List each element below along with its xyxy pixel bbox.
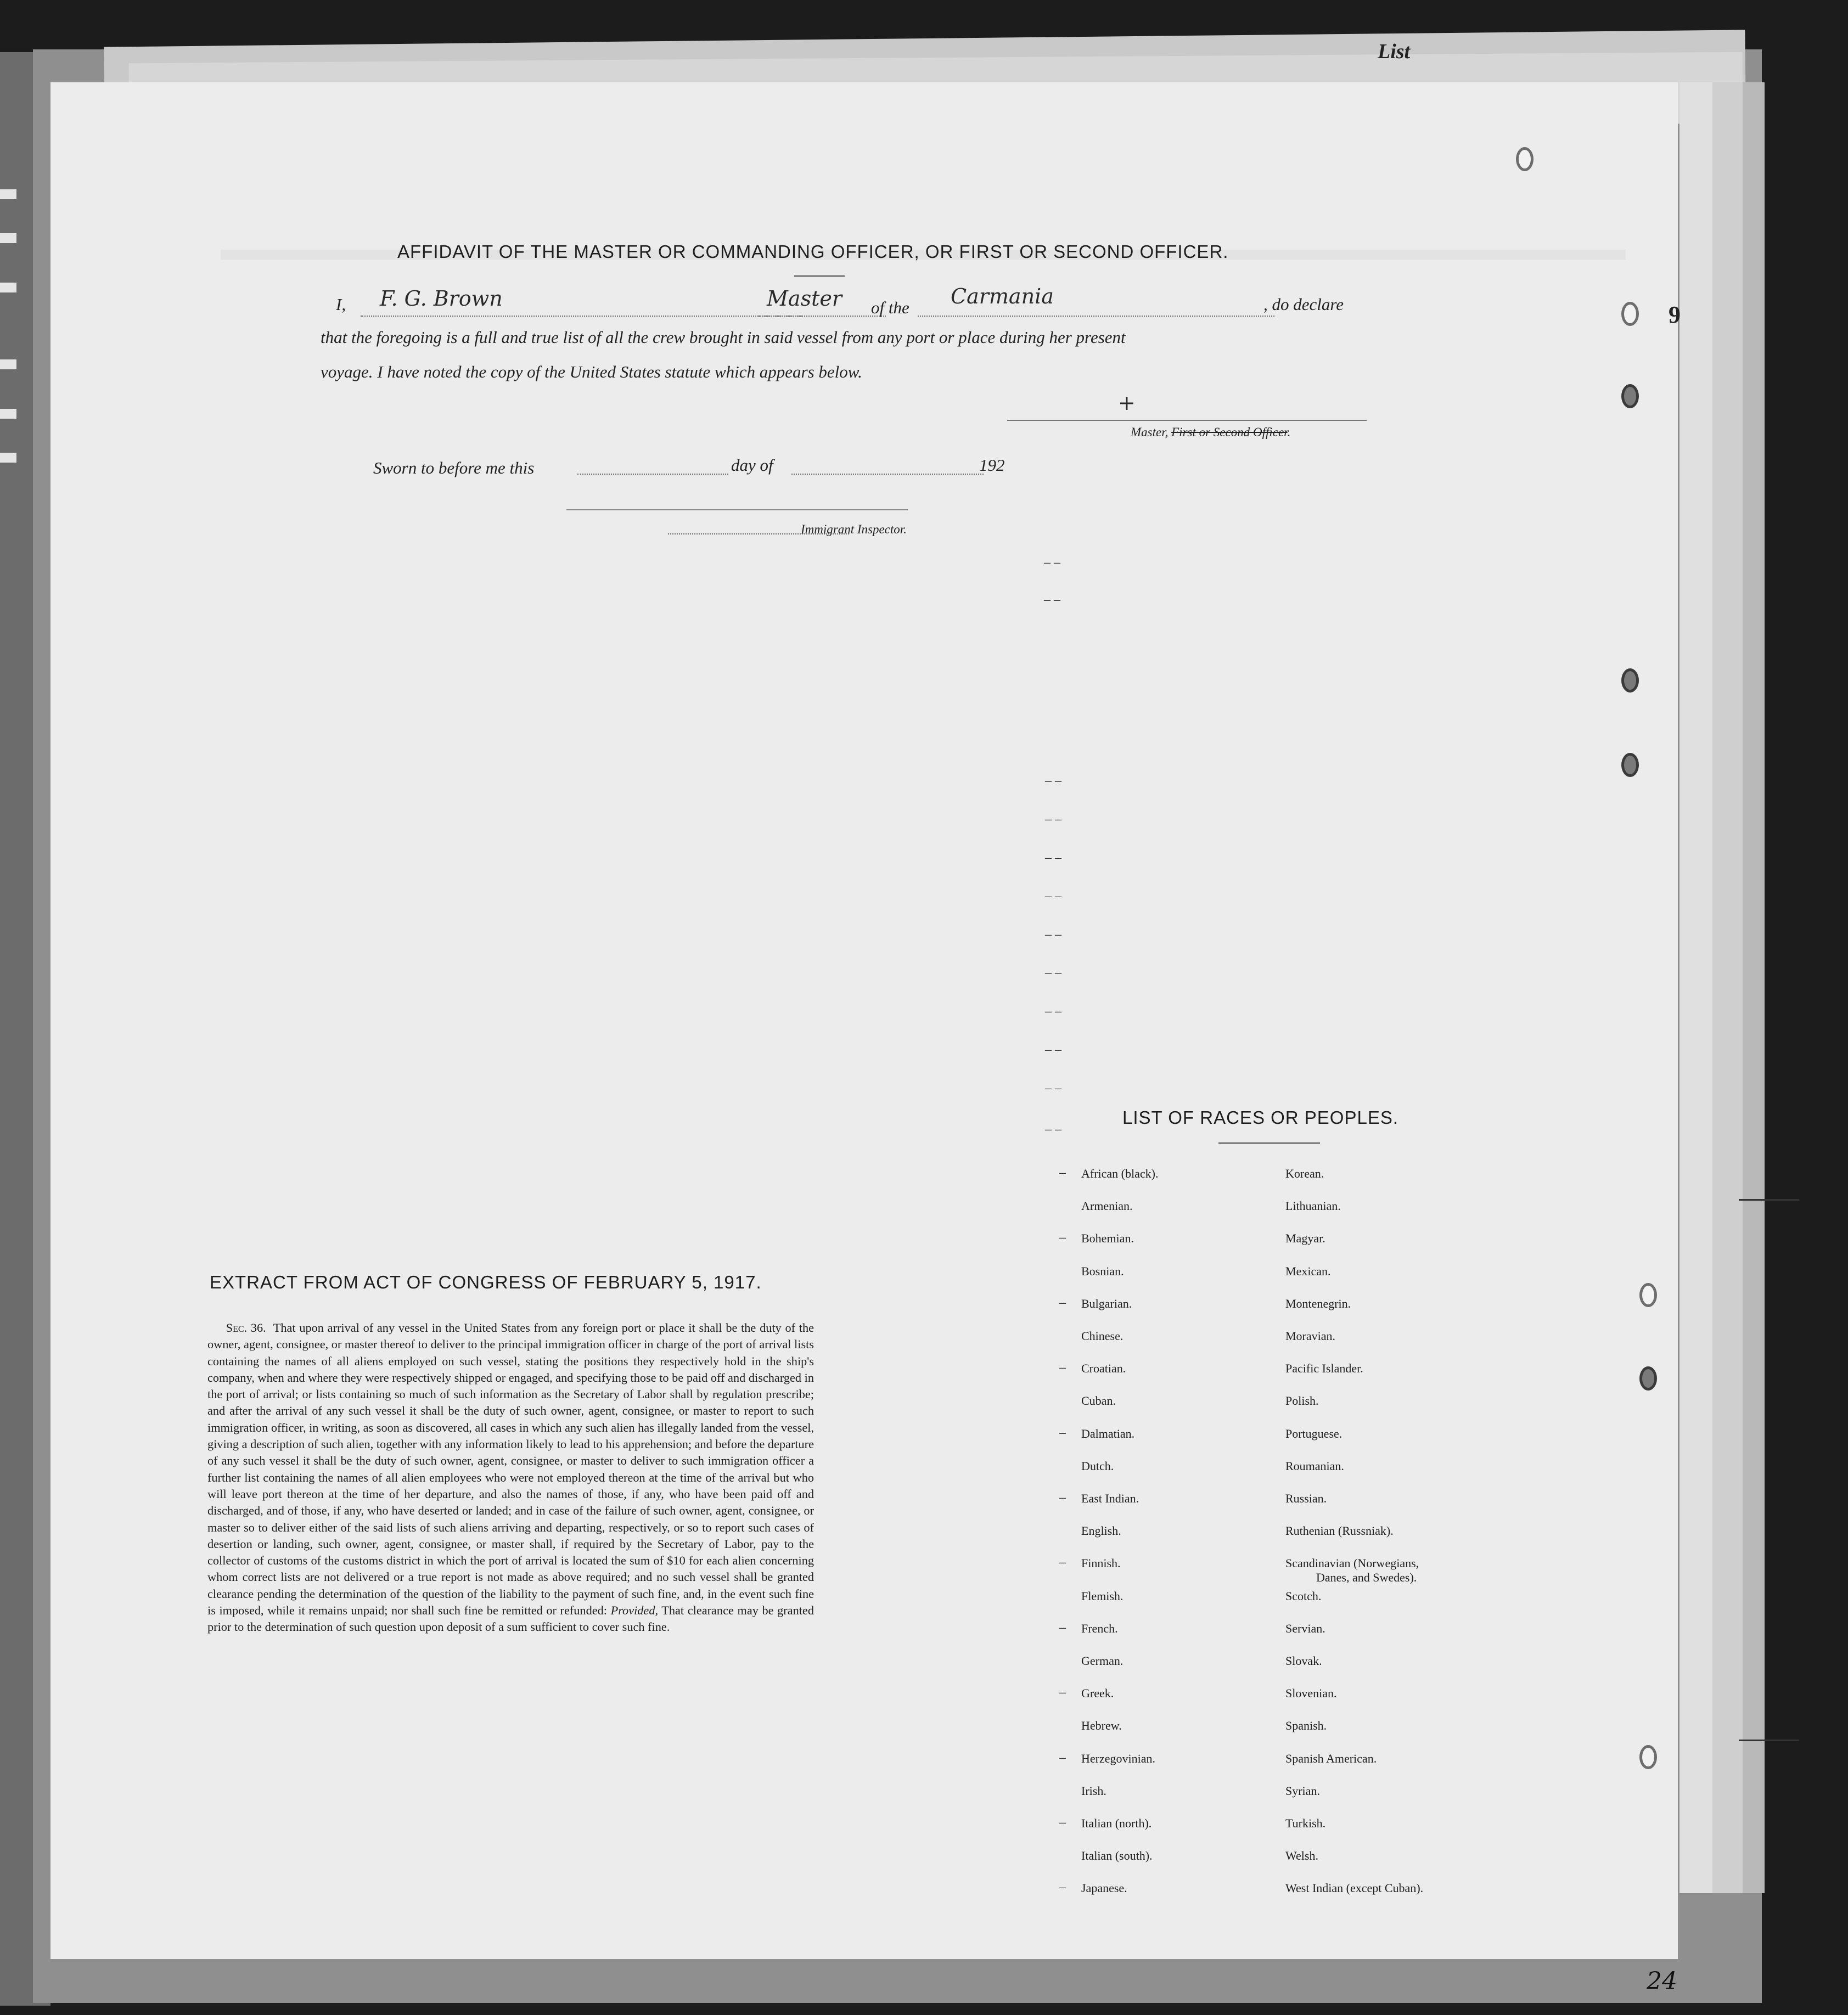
punch-hole xyxy=(1621,384,1639,408)
race-item: French. xyxy=(1081,1621,1118,1635)
section-text: That upon arrival of any vessel in the United States from any foreign port or place it shall be the duty of the owner, agent, consignee, or master thereof to deliver to the principal immigration officer in charge of the port of arrival lists containing the names of all aliens employed on such vessel, stating the positions they respectively hold in the ship's company, when and where they were respectively shipped or engaged, and specifying those to be paid off and discharged in the port of arrival; or lists containing so much of such information as the Secretary of Labor shall by regulation prescribe; and after the arrival of any such vessel it shall be the duty of such owner, agent, consignee, or master to report to such immigration officer, in writing, as soon as discovered, all cases in which any such alien has illegally landed from the vessel, giving a description of such alien, together with any information likely to lead to his apprehension; and before the departure of any such vessel it shall be the duty of such owner, agent, consignee, or master to deliver to such immigration officer a further list containing the names of all alien employees who were not employed thereon at the time of the arrival but who will leave port thereon at the time of her departure, and also the names of those, if any, who have been paid off and discharged, and of those, if any, who have deserted or landed; and in case of the failure of such owner, agent, consignee, or master so to deliver either of the said lists of such aliens arriving and departing, respectively, or so to report such cases of desertion or landing, such owner, agent, consignee, or master shall, if required by the Secretary of Labor, pay to the collector of customs of the customs district in which the port of arrival is located the sum of $10 for each alien concerning whom correct lists are not delivered or a true report is not made as above required; and no such vessel shall be granted clearance pending the determination of the question of the liability to the payment of such fine, and, in the event such fine is imposed, while it remains unpaid; nor shall such fine be remitted or refunded: xyxy=(207,1321,814,1618)
race-item: Japanese. xyxy=(1081,1881,1127,1895)
race-item: East Indian. xyxy=(1081,1491,1139,1505)
race-item: Italian (north). xyxy=(1081,1816,1152,1830)
manifest-page xyxy=(50,82,1678,1959)
affidavit-line-3: voyage. I have noted the copy of the United States statute which appears below. xyxy=(321,362,862,381)
corner-handwriting: 24 xyxy=(1647,1967,1677,1995)
dash-mark: – xyxy=(1059,1425,1066,1440)
extract-body xyxy=(207,1320,814,1636)
of-the-label: of the xyxy=(871,298,909,317)
race-item: Polish. xyxy=(1285,1394,1319,1408)
rank-handwritten: Master xyxy=(767,286,842,311)
race-item: Flemish. xyxy=(1081,1589,1124,1603)
race-item: Herzegovinian. xyxy=(1081,1751,1155,1765)
title-underline xyxy=(794,275,845,277)
affidavit-line-2: that the foregoing is a full and true list of all the crew brought in said vessel from any port or place during her present xyxy=(321,328,1126,347)
race-item: Hebrew. xyxy=(1081,1719,1122,1733)
race-item: Cuban. xyxy=(1081,1394,1116,1408)
affidavit-i-prefix: I, xyxy=(336,295,346,314)
dash-mark: – – xyxy=(1044,555,1060,570)
race-item: Spanish American. xyxy=(1285,1751,1377,1765)
dash-mark: – xyxy=(1059,1360,1066,1375)
bleed-through-text xyxy=(281,198,1626,225)
dash-mark: – xyxy=(1059,1880,1066,1895)
punch-hole xyxy=(1639,1745,1657,1769)
edge-mark xyxy=(0,189,16,199)
signature-caption-master: Master, xyxy=(1131,425,1169,439)
day-of-label: day of xyxy=(731,455,773,475)
dash-mark: – xyxy=(1059,1620,1066,1635)
races-title-underline xyxy=(1218,1142,1320,1144)
extract-title: EXTRACT FROM ACT OF CONGRESS OF FEBRUARY 5, 1917. xyxy=(210,1272,762,1292)
edge-mark xyxy=(0,283,16,292)
dash-mark: – – xyxy=(1045,889,1061,903)
inspector-signature-line xyxy=(566,509,908,510)
race-item: Russian. xyxy=(1285,1491,1327,1505)
race-item: African (black). xyxy=(1081,1167,1159,1180)
sworn-label: Sworn to before me this xyxy=(373,458,535,477)
stacked-page-edge xyxy=(1743,82,1765,1893)
race-item: Chinese. xyxy=(1081,1329,1124,1343)
race-item: Spanish. xyxy=(1285,1719,1327,1733)
race-item: Welsh. xyxy=(1285,1849,1318,1863)
signature-mark: + xyxy=(1118,391,1136,415)
race-item: Scandinavian (Norwegians, xyxy=(1285,1556,1419,1571)
punch-hole xyxy=(1621,668,1639,693)
dash-mark: – – xyxy=(1044,593,1060,607)
affidavit-title: AFFIDAVIT OF THE MASTER OR COMMANDING OFFICER, OR FIRST OR SECOND OFFICER. xyxy=(397,241,1229,262)
race-item: Turkish. xyxy=(1285,1816,1326,1830)
race-item: Greek. xyxy=(1081,1686,1114,1701)
page-number: 9 xyxy=(1669,301,1681,328)
master-name-handwritten: F. G. Brown xyxy=(380,286,503,311)
edge-line xyxy=(1739,1199,1799,1201)
race-item: Dalmatian. xyxy=(1081,1426,1135,1440)
race-item: Roumanian. xyxy=(1285,1459,1344,1473)
edge-mark xyxy=(0,453,16,463)
dash-mark: – xyxy=(1059,1750,1066,1765)
signature-caption-struck: First or Second Officer xyxy=(1171,425,1288,439)
day-blank-line xyxy=(577,474,728,475)
dash-mark: – xyxy=(1059,1685,1066,1700)
race-item: Irish. xyxy=(1081,1783,1106,1798)
race-item: Servian. xyxy=(1285,1621,1325,1635)
race-item: Dutch. xyxy=(1081,1459,1114,1473)
signature-caption: Master, First or Second Officer. xyxy=(1131,425,1291,439)
race-item-continuation: Danes, and Swedes). xyxy=(1316,1571,1417,1585)
race-item: Magyar. xyxy=(1285,1231,1325,1246)
dash-mark: – xyxy=(1059,1555,1066,1570)
race-item: Korean. xyxy=(1285,1167,1324,1180)
vessel-name-handwritten: Carmania xyxy=(951,284,1054,308)
race-item: Slovenian. xyxy=(1285,1686,1337,1701)
dash-mark: – – xyxy=(1045,927,1061,942)
name-blank-line xyxy=(361,316,802,317)
do-declare-label: , do declare xyxy=(1263,295,1344,314)
dash-mark: – xyxy=(1059,1166,1066,1180)
race-item: Mexican. xyxy=(1285,1264,1331,1278)
month-blank-line xyxy=(791,474,984,475)
vessel-blank-line xyxy=(918,316,1274,317)
dash-mark: – – xyxy=(1045,1081,1061,1095)
edge-mark xyxy=(0,359,16,369)
punch-hole xyxy=(1621,302,1639,326)
race-item: Syrian. xyxy=(1285,1783,1320,1798)
section-label: Sec. 36. xyxy=(226,1321,266,1335)
punch-hole xyxy=(1639,1283,1657,1307)
race-item: Italian (south). xyxy=(1081,1849,1153,1863)
races-title: LIST OF RACES OR PEOPLES. xyxy=(1122,1107,1399,1128)
dash-mark: – xyxy=(1059,1230,1066,1245)
race-item: Croatian. xyxy=(1081,1361,1126,1376)
race-item: Bosnian. xyxy=(1081,1264,1124,1278)
signature-line xyxy=(1007,420,1367,421)
dash-mark: – – xyxy=(1045,1122,1061,1136)
edge-mark xyxy=(0,409,16,419)
list-tab-label: List xyxy=(1378,40,1411,63)
edge-line xyxy=(1739,1740,1799,1741)
dash-mark: – – xyxy=(1045,851,1061,865)
edge-mark xyxy=(0,233,16,243)
race-item: German. xyxy=(1081,1654,1124,1668)
race-item: Slovak. xyxy=(1285,1654,1322,1668)
race-item: Portuguese. xyxy=(1285,1426,1343,1440)
year-label: 192 xyxy=(979,455,1005,475)
stacked-page-edge xyxy=(1680,82,1712,1893)
provided-label: Provided, xyxy=(610,1603,659,1618)
dash-mark: – – xyxy=(1045,966,1061,980)
inspector-caption: Immigrant Inspector. xyxy=(801,522,907,536)
dash-mark: – – xyxy=(1045,1004,1061,1018)
race-item: English. xyxy=(1081,1524,1121,1538)
dash-mark: – xyxy=(1059,1295,1066,1310)
race-item: Armenian. xyxy=(1081,1199,1133,1213)
race-item: Pacific Islander. xyxy=(1285,1361,1363,1376)
race-item: Bulgarian. xyxy=(1081,1296,1132,1310)
dash-mark: – xyxy=(1059,1490,1066,1505)
race-item: Lithuanian. xyxy=(1285,1199,1341,1213)
stacked-page-edge xyxy=(1712,82,1745,1893)
rank-blank-line xyxy=(759,316,886,317)
race-item: Scotch. xyxy=(1285,1589,1322,1603)
race-item: Finnish. xyxy=(1081,1556,1121,1571)
dash-mark: – – xyxy=(1045,1043,1061,1057)
race-item: Bohemian. xyxy=(1081,1231,1134,1246)
dash-mark: – xyxy=(1059,1815,1066,1830)
dash-mark: – – xyxy=(1045,774,1061,788)
race-item: Moravian. xyxy=(1285,1329,1336,1343)
punch-hole xyxy=(1621,753,1639,777)
punch-hole xyxy=(1516,147,1534,171)
provided-text: That clearance may be granted prior to the determination of such question upon deposit of a sum sufficient to cover such fine. xyxy=(207,1603,814,1634)
race-item: Montenegrin. xyxy=(1285,1296,1351,1310)
race-item: Ruthenian (Russniak). xyxy=(1285,1524,1394,1538)
punch-hole xyxy=(1639,1366,1657,1391)
race-item: West Indian (except Cuban). xyxy=(1285,1881,1424,1895)
dash-mark: – – xyxy=(1045,812,1061,826)
